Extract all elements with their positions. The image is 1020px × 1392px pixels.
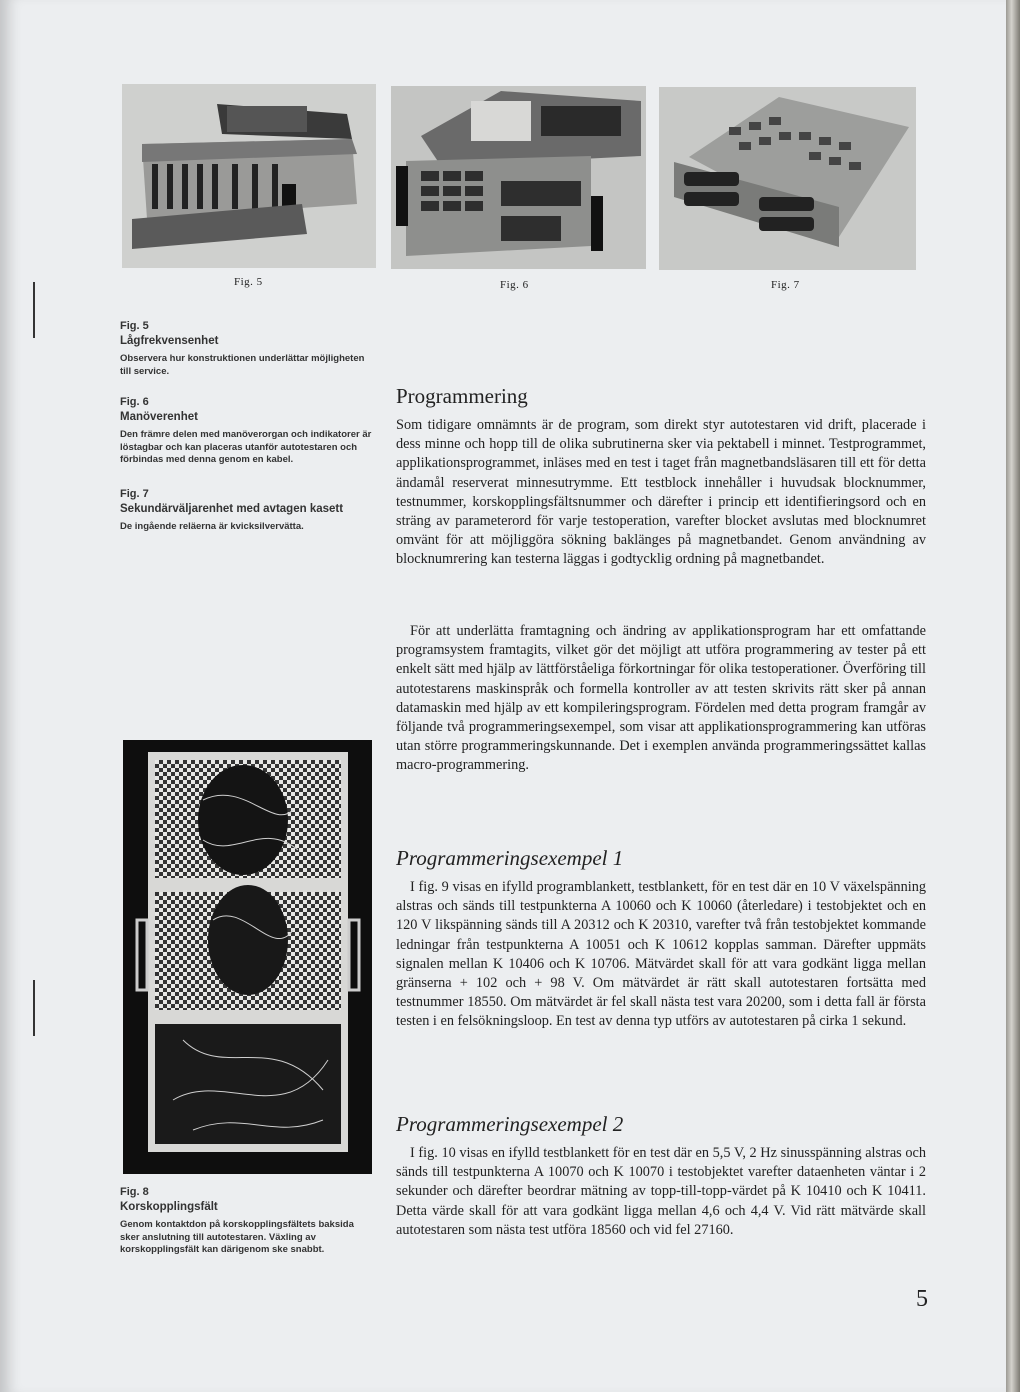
caption-body: Den främre delen med manöverorgan och indikatorer är löstagbar och kan placeras utanför autotestaren och förbindas med denna genom en kabel.: [120, 429, 372, 465]
figure-7-photo: [659, 87, 916, 270]
caption-fig-6: [120, 396, 372, 467]
caption-fig-7: [120, 488, 372, 534]
caption-number: Fig. 8: [120, 1186, 149, 1198]
figure-7-label: Fig. 7: [771, 279, 800, 291]
paragraph: För att underlätta framtagning och ändring av applikationsprogram har ett omfattande programsystem framtagits, vilket gör det möjligt att utföra programmering av tester på ett enkelt sätt med hjälp av lättförståeliga förkortningar för olika testoperationer. Överföring till autotestarens maskinspråk och formella kontroller av att testen skrivits rätt sker på annan datamaskin med hjälp av ett kompileringsprogram. Fördelen med detta program framgår av följande två programmeringsexempel, som visar att applikationsprogrammering kan utföras utan större programmeringskunnande. Det i exemplen använda programmeringssättet kallas macro-programmering.: [396, 623, 926, 774]
margin-mark: [33, 980, 35, 1036]
caption-body: De ingående reläerna är kvicksilvervätta.: [120, 521, 304, 532]
caption-fig-8: [120, 1186, 372, 1257]
caption-title: Lågfrekvensenhet: [120, 335, 219, 347]
caption-body: Genom kontaktdon på korskopplingsfältets baksida sker anslutning till autotestaren. Växling av korskopplingsfält kan därigenom ske snabbt.: [120, 1219, 354, 1255]
caption-title: Sekundärväljarenhet med avtagen kasett: [120, 503, 344, 515]
caption-number: Fig. 6: [120, 396, 149, 408]
caption-title: Korskopplingsfält: [120, 1201, 218, 1213]
figure-6-photo: [391, 86, 646, 269]
caption-title: Manöverenhet: [120, 411, 198, 423]
figure-6-label: Fig. 6: [500, 279, 529, 291]
section-heading: Programmering: [396, 384, 528, 408]
margin-mark: [33, 282, 35, 338]
caption-number: Fig. 7: [120, 488, 149, 500]
paragraph: I fig. 10 visas en ifylld testblankett för en test där en 5,5 V, 2 Hz sinusspänning alstras och sänds till testpunkterna A 10070 och K 10070 i testobjektet varefter dataenheten väntar i 2 sekunder och därefter beordrar mätning av topp-till-topp-värdet på K 10410 och K 10411. Detta värde skall för att vara godkänt ligga mellan 4,6 och 4,4 V. Vid rätt mätvärde skall autotestaren som nästa test utföra 18560 och vid fel 27160.: [396, 1145, 926, 1238]
figure-5-photo: [122, 84, 376, 268]
book-edge: [1006, 0, 1020, 1392]
section-heading: Programmeringsexempel 2: [396, 1112, 624, 1136]
caption-fig-5: [120, 320, 372, 378]
caption-number: Fig. 5: [120, 320, 149, 332]
paragraph: Som tidigare omnämnts är de program, som direkt styr autotestaren vid drift, placerade i dess minne och hopp till de olika subrutinerna sker via pektabell i minnet. Testprogrammet, applikationsprogrammet, inläses med en test i taget från magnetbandsläsaren till ett för detta ändamål reserverat minnesutrymme. Ett testblock innehåller i huvudsak blocknummer, testnummer, korskopplingsfältsnummer och därefter i princip ett identifieringsord och en sträng av parameterord för varje testoperation, varefter blocket avslutas med blocknumret omvänt för att möjliggöra sökning baklänges på magnetbandet. Genom användning av blocknumrering kan testerna läggas i godtycklig ordning på magnetbandet.: [396, 417, 926, 568]
caption-body: Observera hur konstruktionen underlättar möjligheten till service.: [120, 353, 365, 377]
figure-5-label: Fig. 5: [234, 276, 263, 288]
section-heading: Programmeringsexempel 1: [396, 846, 624, 870]
page-number: 5: [916, 1286, 928, 1312]
paragraph: I fig. 9 visas en ifylld programblankett, testblankett, för en test där en 10 V växelspänning alstras och sänds till testpunkterna A 10060 och K 10060 (återledare) i testobjektet och en 120 V likspänning sänds till A 20312 och K 20310, varefter två från testobjektet kommande ledningar från testpunkterna A 10051 och K 10612 kopplas samman. Därefter uppmäts signalen mellan K 10406 och K 10706. Mätvärdet skall för att vara godkänt ligga mellan gränserna + 102 och + 98 V. Om mätvärdet är rätt skall autotestaren fortsätta med testnummer 18550. Om mätvärdet är fel skall nästa test vara 20200, som i detta fall är första testen i en felsökningsloop. En test av denna typ utförs av autotestaren på cirka 1 sekund.: [396, 879, 926, 1030]
figure-8-photo: [123, 740, 372, 1174]
